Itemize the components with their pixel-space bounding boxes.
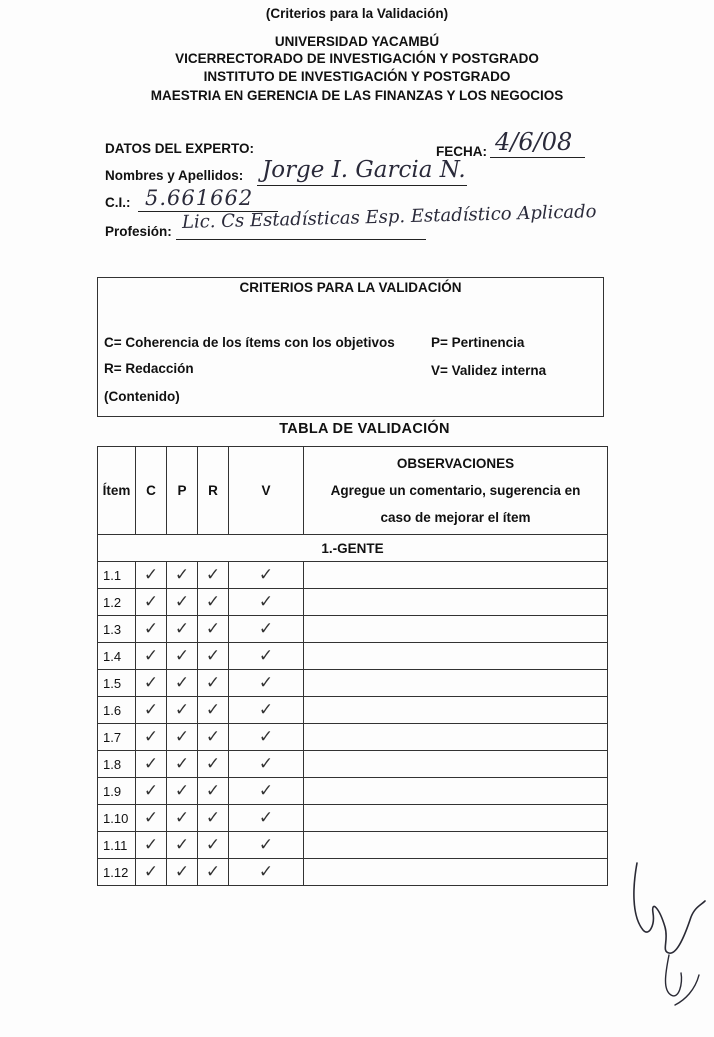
item-number: 1.12 bbox=[98, 859, 136, 886]
item-number: 1.10 bbox=[98, 805, 136, 832]
table-row bbox=[98, 832, 608, 859]
check-r: ✓ bbox=[198, 724, 229, 751]
check-v: ✓ bbox=[229, 724, 304, 751]
fecha-underline bbox=[490, 157, 585, 158]
check-p: ✓ bbox=[167, 643, 198, 670]
item-number: 1.11 bbox=[98, 832, 136, 859]
table-body bbox=[98, 562, 608, 886]
item-number: 1.9 bbox=[98, 778, 136, 805]
check-p: ✓ bbox=[167, 724, 198, 751]
observation-cell bbox=[304, 616, 608, 643]
name-underline bbox=[257, 185, 467, 186]
check-v: ✓ bbox=[229, 859, 304, 886]
maestria: MAESTRIA EN GERENCIA DE LAS FINANZAS Y LOS NEGOCIOS bbox=[150, 88, 564, 103]
check-c: ✓ bbox=[136, 670, 167, 697]
profesion-value: Lic. Cs Estadísticas Esp. Estadístico Aplicado bbox=[181, 201, 597, 233]
check-r: ✓ bbox=[198, 589, 229, 616]
check-p: ✓ bbox=[167, 562, 198, 589]
observation-cell bbox=[304, 751, 608, 778]
item-number: 1.6 bbox=[98, 697, 136, 724]
criteria-contenido: (Contenido) bbox=[104, 389, 180, 404]
table-row bbox=[98, 859, 608, 886]
check-p: ✓ bbox=[167, 670, 198, 697]
check-p: ✓ bbox=[167, 778, 198, 805]
check-v: ✓ bbox=[229, 832, 304, 859]
check-p: ✓ bbox=[167, 589, 198, 616]
header-r: R bbox=[198, 447, 229, 535]
table-row bbox=[98, 616, 608, 643]
table-row bbox=[98, 643, 608, 670]
check-c: ✓ bbox=[136, 643, 167, 670]
profesion-label: Profesión: bbox=[105, 224, 172, 239]
signature-icon bbox=[625, 855, 713, 1025]
table-row bbox=[98, 778, 608, 805]
check-c: ✓ bbox=[136, 724, 167, 751]
check-r: ✓ bbox=[198, 562, 229, 589]
obs-title: OBSERVACIONES bbox=[396, 456, 515, 471]
name-label: Nombres y Apellidos: bbox=[105, 168, 244, 183]
check-p: ✓ bbox=[167, 697, 198, 724]
item-number: 1.3 bbox=[98, 616, 136, 643]
check-v: ✓ bbox=[229, 643, 304, 670]
observation-cell bbox=[304, 832, 608, 859]
check-p: ✓ bbox=[167, 805, 198, 832]
check-r: ✓ bbox=[198, 751, 229, 778]
header-v: V bbox=[229, 447, 304, 535]
section-row bbox=[98, 535, 608, 562]
header-c: C bbox=[136, 447, 167, 535]
observation-cell bbox=[304, 589, 608, 616]
check-v: ✓ bbox=[229, 697, 304, 724]
table-row bbox=[98, 670, 608, 697]
criteria-p: P= Pertinencia bbox=[431, 335, 525, 350]
criteria-box bbox=[97, 277, 604, 417]
check-c: ✓ bbox=[136, 805, 167, 832]
check-c: ✓ bbox=[136, 616, 167, 643]
profesion-underline bbox=[176, 239, 426, 240]
check-v: ✓ bbox=[229, 589, 304, 616]
observation-cell bbox=[304, 697, 608, 724]
validation-table bbox=[97, 446, 608, 886]
table-title: TABLA DE VALIDACIÓN bbox=[279, 421, 450, 437]
check-r: ✓ bbox=[198, 859, 229, 886]
table-row bbox=[98, 805, 608, 832]
check-v: ✓ bbox=[229, 778, 304, 805]
table-row bbox=[98, 724, 608, 751]
criteria-v: V= Validez interna bbox=[431, 363, 547, 378]
name-value: Jorge I. Garcia N. bbox=[262, 157, 466, 183]
observation-cell bbox=[304, 562, 608, 589]
table-row bbox=[98, 751, 608, 778]
section-title: 1.-GENTE bbox=[98, 535, 608, 562]
check-r: ✓ bbox=[198, 616, 229, 643]
check-v: ✓ bbox=[229, 751, 304, 778]
check-p: ✓ bbox=[167, 832, 198, 859]
check-r: ✓ bbox=[198, 643, 229, 670]
table-row bbox=[98, 697, 608, 724]
observation-cell bbox=[304, 805, 608, 832]
check-c: ✓ bbox=[136, 778, 167, 805]
criteria-c: C= Coherencia de los ítems con los objetivos bbox=[104, 335, 395, 350]
table-header-row bbox=[98, 447, 608, 535]
check-c: ✓ bbox=[136, 697, 167, 724]
check-v: ✓ bbox=[229, 616, 304, 643]
criteria-r: R= Redacción bbox=[104, 361, 194, 376]
item-number: 1.4 bbox=[98, 643, 136, 670]
item-number: 1.8 bbox=[98, 751, 136, 778]
check-r: ✓ bbox=[198, 670, 229, 697]
observation-cell bbox=[304, 778, 608, 805]
top-note: (Criterios para la Validación) bbox=[265, 6, 449, 21]
obs-line2: caso de mejorar el ítem bbox=[380, 510, 531, 525]
vicerrectorado: VICERRECTORADO DE INVESTIGACIÓN Y POSTGRADO bbox=[175, 51, 539, 66]
header-item: Ítem bbox=[98, 447, 136, 535]
expert-section-label: DATOS DEL EXPERTO: bbox=[105, 141, 255, 156]
check-c: ✓ bbox=[136, 562, 167, 589]
ci-label: C.I.: bbox=[105, 195, 131, 210]
ci-value: 5.661662 bbox=[145, 186, 254, 210]
header-observaciones bbox=[304, 447, 608, 535]
fecha-value: 4/6/08 bbox=[495, 128, 573, 156]
instituto: INSTITUTO DE INVESTIGACIÓN Y POSTGRADO bbox=[203, 69, 511, 84]
check-c: ✓ bbox=[136, 832, 167, 859]
check-v: ✓ bbox=[229, 562, 304, 589]
observation-cell bbox=[304, 859, 608, 886]
university-name: UNIVERSIDAD YACAMBÚ bbox=[274, 34, 440, 49]
fecha-label: FECHA: bbox=[436, 144, 487, 159]
header-p: P bbox=[167, 447, 198, 535]
item-number: 1.7 bbox=[98, 724, 136, 751]
table-row bbox=[98, 589, 608, 616]
check-v: ✓ bbox=[229, 805, 304, 832]
check-r: ✓ bbox=[198, 832, 229, 859]
item-number: 1.1 bbox=[98, 562, 136, 589]
check-p: ✓ bbox=[167, 751, 198, 778]
criteria-title: CRITERIOS PARA LA VALIDACIÓN bbox=[239, 280, 462, 295]
check-c: ✓ bbox=[136, 751, 167, 778]
check-r: ✓ bbox=[198, 778, 229, 805]
table-row bbox=[98, 562, 608, 589]
check-c: ✓ bbox=[136, 859, 167, 886]
check-r: ✓ bbox=[198, 697, 229, 724]
check-v: ✓ bbox=[229, 670, 304, 697]
observation-cell bbox=[304, 724, 608, 751]
item-number: 1.5 bbox=[98, 670, 136, 697]
item-number: 1.2 bbox=[98, 589, 136, 616]
check-c: ✓ bbox=[136, 589, 167, 616]
check-p: ✓ bbox=[167, 616, 198, 643]
observation-cell bbox=[304, 670, 608, 697]
check-p: ✓ bbox=[167, 859, 198, 886]
obs-line1: Agregue un comentario, sugerencia en bbox=[330, 483, 581, 498]
check-r: ✓ bbox=[198, 805, 229, 832]
observation-cell bbox=[304, 643, 608, 670]
